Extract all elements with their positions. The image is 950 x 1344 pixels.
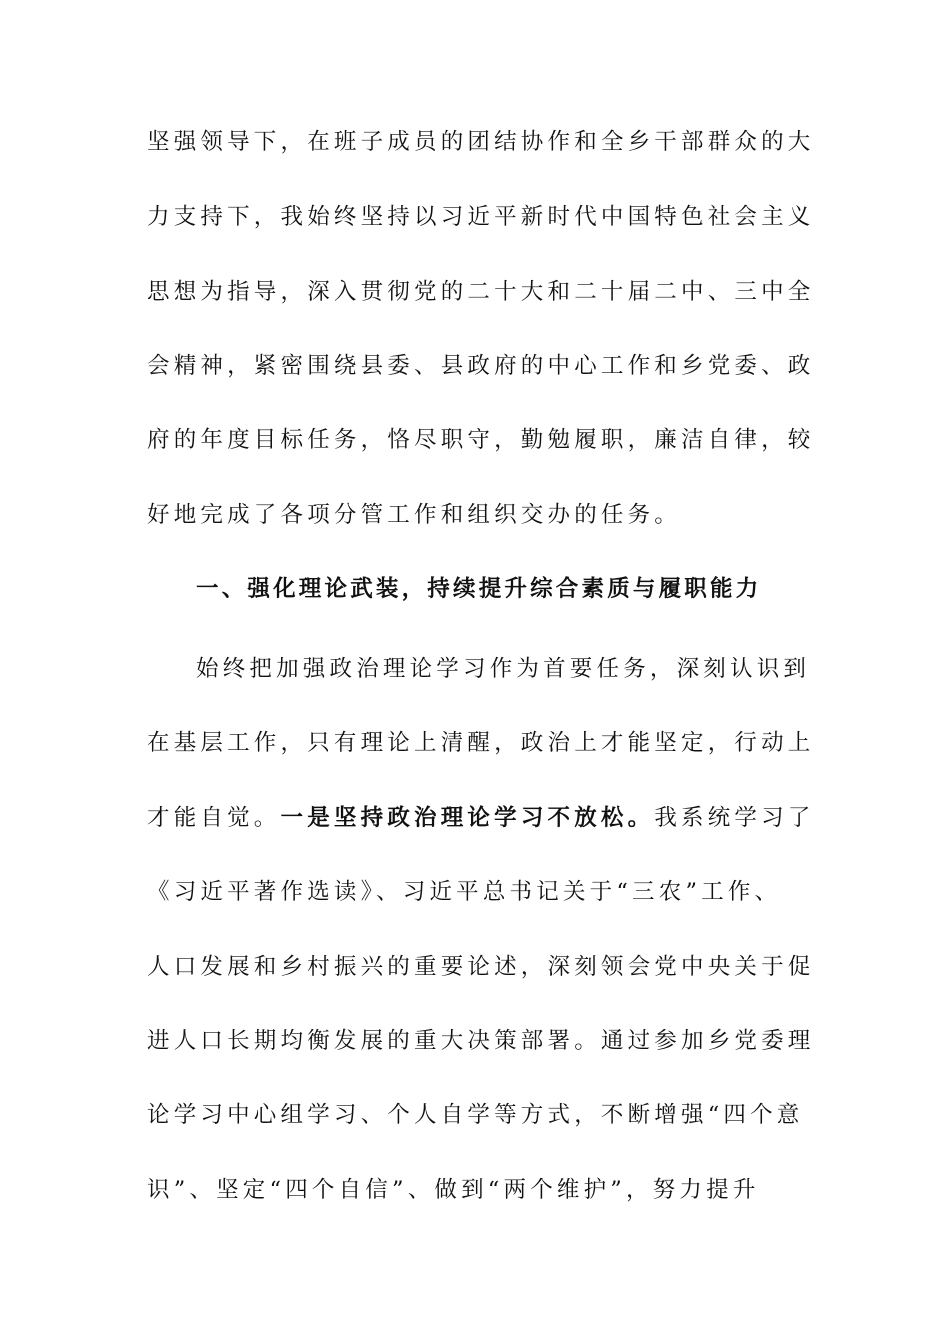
body-text-line: 《习近平著作选读》、习近平总书记关于“三农”工作、 xyxy=(147,879,782,905)
body-text-line: 论学习中心组学习、个人自学等方式，不断增强“四个意 xyxy=(147,1102,804,1128)
body-text-line xyxy=(147,798,815,838)
body-text-line: 府的年度目标任务，恪尽职守，勤勉履职，廉洁自律，较 xyxy=(147,427,815,453)
text-segment: 我系统学习了 xyxy=(654,805,815,831)
body-text-line: 始终把加强政治理论学习作为首要任务，深刻认识到 xyxy=(196,656,811,682)
body-text-line: 力支持下，我始终坚持以习近平新时代中国特色社会主义 xyxy=(147,204,815,230)
body-text-line: 识”、坚定“四个自信”、做到“两个维护”，努力提升 xyxy=(147,1177,760,1203)
body-text-line: 在基层工作，只有理论上清醒，政治上才能坚定，行动上 xyxy=(147,730,815,756)
body-text-line: 会精神，紧密围绕县委、县政府的中心工作和乡党委、政 xyxy=(147,353,815,379)
section-heading: 一、强化理论武装，持续提升综合素质与履职能力 xyxy=(196,576,762,602)
body-text-line: 坚强领导下，在班子成员的团结协作和全乡干部群众的大 xyxy=(147,129,815,155)
body-text-line: 人口发展和乡村振兴的重要论述，深刻领会党中央关于促 xyxy=(147,954,815,980)
body-text-line: 进人口长期均衡发展的重大决策部署。通过参加乡党委理 xyxy=(147,1028,815,1054)
body-text-line: 思想为指导，深入贯彻党的二十大和二十届二中、三中全 xyxy=(147,279,815,305)
bold-emphasis: 一是坚持政治理论学习不放松。 xyxy=(280,805,655,831)
text-segment: 才能自觉。 xyxy=(147,805,281,831)
body-text-line: 好地完成了各项分管工作和组织交办的任务。 xyxy=(147,502,682,528)
